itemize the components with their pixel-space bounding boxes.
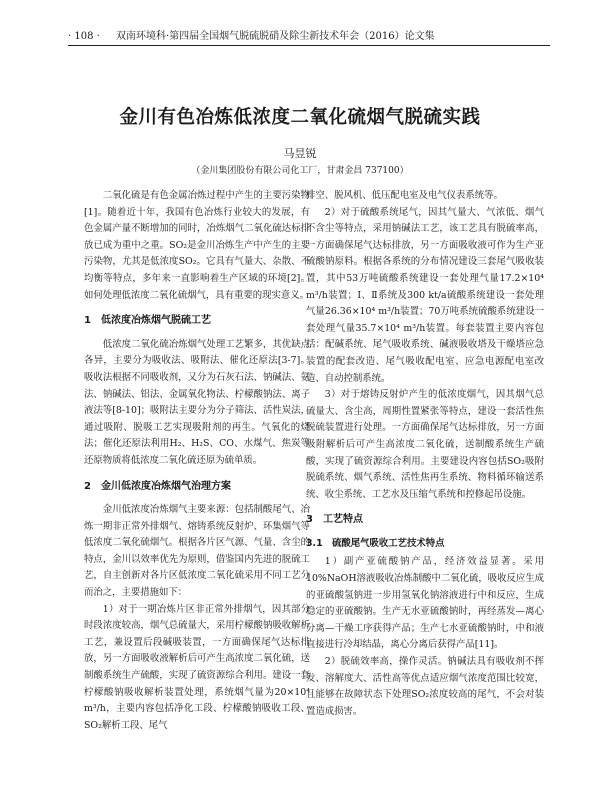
section-1-heading: 1 低浓度冶炼烟气脱硫工艺 [84, 315, 211, 327]
intro-paragraph: 二氧化硫是有色金属冶炼过程中产生的主要污染物[1]。随着近十年，我国有色冶炼行业较大的发展，有色金属产量不断增加的同时，冶炼烟气二氧化硫达标排放已成为重中之重。SO₂是金川冶炼生产中产生的主要污染物，尤其是低浓度SO₂。它具有气量大、杂散、不均衡等特点，多年来一直影响着生产区域的环境[2]。如何处理低浓度二氧化硫烟气，具有重要的现实意义。 [84, 190, 310, 301]
section-2-item-1: 1）对于一期冶炼片区非正常外排烟气，因其部分时段浓度较高，烟气总硫量大，采用柠檬酸钠吸收解析工艺，兼设置后段碱吸装置，一方面确保尾气达标排放，另一方面吸收液解析后可产生高浓度二氧化硫，送制酸系统生产硫酸，实现了硫资源综合利用。建设一套柠檬酸钠吸收解析装置处理，系统烟气量为20×10⁴ m³/h，主要内容包括净化工段、柠檬酸钠吸收工段、SO₂解析工段、尾气 [84, 603, 310, 731]
author: 马昱锐 [283, 147, 317, 160]
section-2-paragraph: 金川低浓度冶炼烟气主要来源：包括制酸尾气、冶炼一期非正常外排烟气、熔铸系统反射炉、环集烟气等低浓度二氧化硫烟气。根据各片区气源、气量、含尘的特点，金川以效率优先为原则，借鉴国内先进的脱硫工艺，自主创新对各片区低浓度二氧化硫采用不同工艺分而治之，主要措施如下： [84, 504, 310, 599]
section-2-item-3: 3）对于熔铸反射炉产生的低浓度烟气，因其烟气总硫量大、含尘高，周期性置紧张等特点，建设一套活性焦脱硫装置进行处理。一方面确保尾气达标排放，另一方面吸附解析后可产生高浓度二氧化硫，送制酸系统生产硫酸，实现了硫资源综合利用。主要建设内容包括SO₂吸附脱硫系统、烟气系统、活性焦再生系统、物料循环输送系统、收尘系统、工艺水及压缩气系统和控修起吊设施。 [306, 389, 544, 500]
section-2-item-2: 2）对于硫酸系统尾气，因其气量大、气浓低、烟气不含尘等特点，采用钠碱法工艺，该工艺具有脱硫率高，一方面确保尾气达标排放，另一方面吸收液可作为生产亚硫酸钠原料。根据各系统的分布情况建设三套尾气吸收装置，其中53万吨硫酸系统建设一套处理气量17.2×10⁴ m³/h装置；Ⅰ、Ⅱ系统及300 kt/a硫酸系统建设一套处理气量26.36×10⁴ m³/h装置；70万吨系统硫酸系统建设一套处理气量35.7×10⁴ m³/h装置。每套装置主要内容包括：配碱系统、尾气吸收系统、碱液吸收塔及干燥塔应急装置的配套改造、尾气吸收配电室、应急电源配电室改造、自动控制系统。 [306, 206, 544, 384]
page-number: · 108 · [68, 31, 100, 42]
subsection-3-1-heading: 3.1 硫酸尾气吸收工艺技术特点 [306, 537, 445, 549]
journal-title: 双南环境科·第四届全国烟气脱硫脱硝及除尘新技术年会（2016）论文集 [116, 31, 435, 42]
section-1-paragraph: 低浓度二氧化硫冶炼烟气处理工艺繁多，其优缺点各异，主要分为吸收法、吸附法、催化还原法[3-7]。吸收法根据不同吸收剂，又分为石灰石法、钠碱法、氨法、钠碱法、铝法、金属氧化物法、柠檬酸钠法、离子液法等[8-10]；吸附法主要分为分子筛法、活性炭法，通过吸附、脱吸工艺实现吸附剂的再生。气氧化的烧法；催化还原法利用H₂、H₂S、CO、水煤气、焦炭等还原物质将低浓度二氧化硫还原为硫单质。 [84, 338, 310, 466]
paper-title: 金川有色冶炼低浓度二氧化硫烟气脱硫实践 [119, 107, 481, 128]
subsection-3-1-item-1: 1）副产亚硫酸钠产品，经济效益显著。采用10%NaOH溶液吸收冶炼制酸中二氧化硫，吸收反应生成的亚硫酸氢钠进一步用氢氧化钠溶液进行中和反应，生成稳定的亚硫酸钠。生产无水亚硫酸钠时，再经蒸发—离心分离—干燥工序获得产品；生产七水亚硫酸钠时，中和液直接进行冷却结晶，离心分离后获得产品[11]。 [306, 556, 544, 651]
section-2-heading: 2 金川低浓度冶炼烟气治理方案 [84, 480, 231, 492]
section-3-heading: 3 工艺特点 [306, 514, 363, 526]
running-header [68, 24, 550, 46]
subsection-3-1-item-2: 2）脱硫效率高，操作灵活。钠碱法具有吸收剂不挥发、溶解度大、活性高等优点适应烟气浓度范围比较宽，且能够在故障状态下处理SO₂浓度较高的尾气，不会对装置造成损害。 [306, 656, 544, 717]
right-column [306, 188, 544, 720]
affiliation: （金川集团股份有限公司化工厂，甘肃金昌 737100） [191, 166, 409, 176]
left-column [84, 188, 310, 734]
item-1-continuation: 排空、脱风机、低压配电室及电气仪表系统等。 [306, 190, 503, 201]
